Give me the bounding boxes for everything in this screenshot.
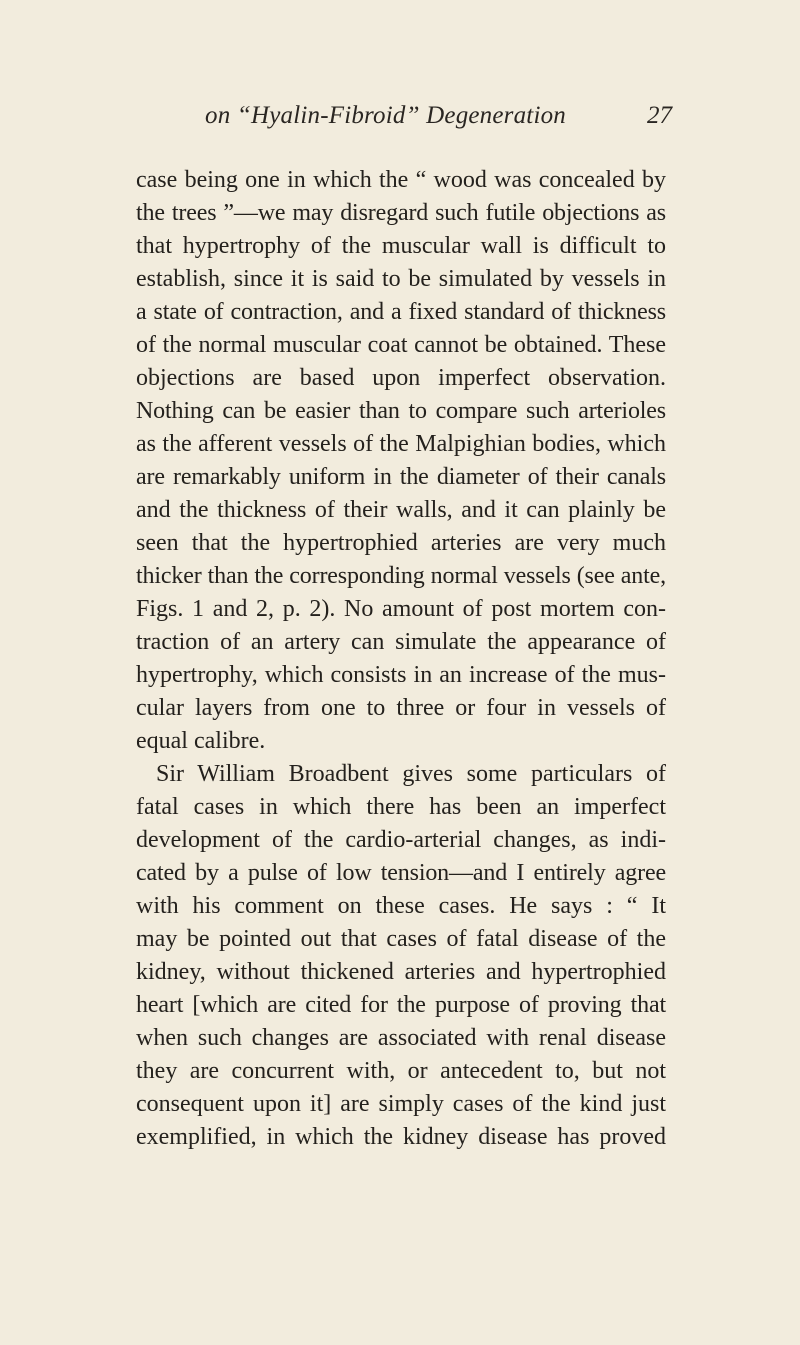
text-line: fatal cases in which there has been an imperfect (136, 794, 666, 820)
text-line: they are concurrent with, or antecedent to, but not (136, 1058, 666, 1084)
text-line: hypertrophy, which consists in an increase of the mus- (136, 662, 666, 688)
text-line: with his comment on these cases. He says : “ It (136, 893, 666, 919)
text-line: Sir William Broadbent gives some particulars of (156, 761, 666, 787)
text-line: that hypertrophy of the muscular wall is difficult to (136, 233, 666, 259)
text-line: heart [which are cited for the purpose of proving that (136, 992, 666, 1018)
text-line: when such changes are associated with renal disease (136, 1025, 666, 1051)
running-header (0, 102, 800, 142)
text-line: kidney, without thickened arteries and hypertrophied (136, 959, 666, 985)
text-line: exemplified, in which the kidney disease has proved (136, 1124, 666, 1150)
text-line: traction of an artery can simulate the appearance of (136, 629, 666, 655)
text-line: as the afferent vessels of the Malpighian bodies, which (136, 431, 666, 457)
text-line: Nothing can be easier than to compare such arterioles (136, 398, 666, 424)
text-line: Figs. 1 and 2, p. 2). No amount of post mortem con- (136, 596, 666, 622)
text-line: are remarkably uniform in the diameter of their canals (136, 464, 666, 490)
page-number: 27 (647, 102, 672, 129)
text-line: case being one in which the “ wood was concealed by (136, 167, 666, 193)
text-line: thicker than the corresponding normal vessels (see ante, (136, 563, 666, 589)
text-line: a state of contraction, and a fixed standard of thickness (136, 299, 666, 325)
text-line: consequent upon it] are simply cases of the kind just (136, 1091, 666, 1117)
text-line: seen that the hypertrophied arteries are very much (136, 530, 666, 556)
text-line: objections are based upon imperfect observation. (136, 365, 666, 391)
text-line: equal calibre. (136, 728, 266, 754)
text-line: development of the cardio-arterial changes, as indi- (136, 827, 666, 853)
text-line: and the thickness of their walls, and it can plainly be (136, 497, 666, 523)
text-line: cular layers from one to three or four in vessels of (136, 695, 666, 721)
body-text (136, 164, 666, 1154)
text-line: cated by a pulse of low tension—and I entirely agree (136, 860, 666, 886)
text-line: the trees ”—we may disregard such futile objections as (136, 200, 666, 226)
running-title: on “Hyalin-Fibroid” Degeneration (205, 102, 567, 129)
text-line: establish, since it is said to be simulated by vessels in (136, 266, 666, 292)
text-line: of the normal muscular coat cannot be obtained. These (136, 332, 666, 358)
text-line: may be pointed out that cases of fatal disease of the (136, 926, 666, 952)
